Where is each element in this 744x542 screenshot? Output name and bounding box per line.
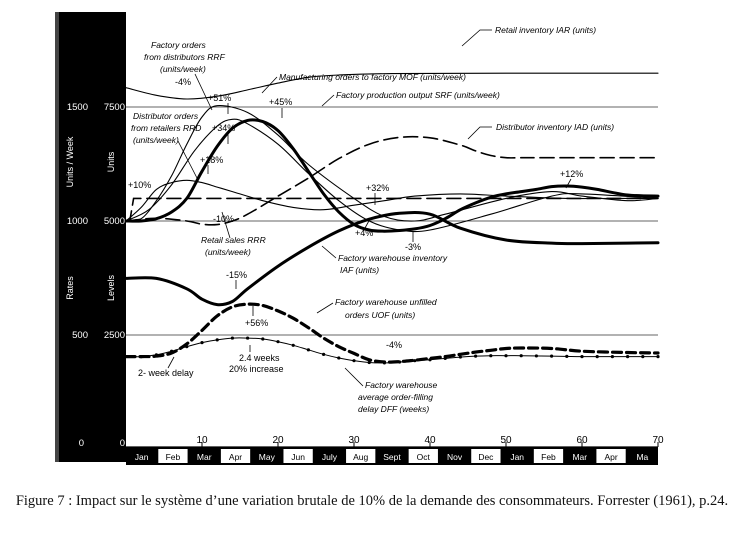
- leader-srf: [322, 95, 334, 106]
- annotation-iaf-minus15: -15%: [226, 270, 248, 280]
- annotation-iad-minus10: -10%: [213, 214, 235, 224]
- rates-tick-1000: 1000: [66, 216, 88, 227]
- label-rrf-1: Factory orders: [151, 40, 206, 50]
- series-iad-line: [126, 137, 658, 225]
- series-dff-point-6: [170, 350, 173, 353]
- annotation-uof-minus4: -4%: [386, 340, 403, 350]
- levels-tick-0: 0: [119, 438, 125, 449]
- week-tick-50: 50: [500, 435, 512, 446]
- series-dff-point-36: [398, 360, 401, 363]
- series-dff-point-44: [459, 355, 462, 358]
- month-label-0: Jan: [134, 452, 149, 462]
- levels-tick-5000: 5000: [103, 216, 125, 227]
- label-iad: Distributor inventory IAD (units): [496, 122, 615, 132]
- series-dff-point-32: [368, 361, 371, 364]
- series-dff-point-64: [611, 355, 614, 358]
- leader-mof: [262, 77, 277, 93]
- series-dff-point-18: [261, 337, 264, 340]
- annotation-rrd-plus18: +18%: [200, 155, 224, 165]
- annotation-dff-increase: 20% increase: [229, 364, 284, 374]
- month-label-7: Aug: [353, 452, 369, 462]
- figure-caption: Figure 7 : Impact sur le système d’une variation brutale de 10% de la demande des consommateurs. Forrester (1961), p.24.: [15, 493, 729, 509]
- levels-label: Levels: [106, 274, 116, 302]
- month-label-9: Oct: [416, 452, 430, 462]
- label-rrr-2: (units/week): [205, 247, 251, 257]
- series-dff-point-38: [413, 359, 416, 362]
- series-dff-point-8: [185, 345, 188, 348]
- month-label-10: Nov: [447, 452, 463, 462]
- label-rrd-3: (units/week): [133, 135, 179, 145]
- axis-band-edge: [55, 12, 59, 462]
- month-label-14: Mar: [572, 452, 588, 462]
- month-label-13: Feb: [541, 452, 556, 462]
- label-iar: Retail inventory IAR (units): [495, 25, 597, 35]
- label-iaf-2: IAF (units): [340, 265, 380, 275]
- annotation-iad-plus32: +32%: [366, 183, 390, 193]
- series-dff-point-62: [596, 355, 599, 358]
- leader-rrf: [195, 74, 212, 110]
- month-label-11: Dec: [478, 452, 494, 462]
- annotation-srf-plus12: +12%: [560, 169, 584, 179]
- annotation-iar-minus4: -4%: [175, 77, 192, 87]
- series-dff-point-16: [246, 336, 249, 339]
- label-srf: Factory production output SRF (units/week): [336, 90, 500, 100]
- month-label-4: May: [258, 452, 275, 462]
- annotation-srf-plus45: +45%: [269, 97, 293, 107]
- annotation-two-week-delay: 2- week delay: [138, 368, 194, 378]
- levels-tick-2500: 2500: [103, 330, 125, 341]
- label-rrd-2: from retailers RRD: [131, 123, 202, 133]
- leader-dff: [345, 368, 363, 386]
- series-dff-point-24: [307, 348, 310, 351]
- week-tick-10: 10: [196, 435, 208, 446]
- series-dff-point-26: [322, 353, 325, 356]
- rates-tick-1500: 1500: [66, 102, 88, 113]
- annotation-mof-plus34: +34%: [212, 123, 236, 133]
- month-label-2: Mar: [196, 452, 212, 462]
- series-dff-point-4: [155, 353, 158, 356]
- series-dff-point-40: [428, 358, 431, 361]
- week-tick-70: 70: [652, 435, 664, 446]
- levels-units-label: Units: [106, 151, 116, 173]
- series-dff-point-54: [535, 354, 538, 357]
- rates-tick-0: 0: [78, 438, 84, 449]
- series-rrr-line: [126, 198, 658, 221]
- label-rrr-1: Retail sales RRR: [201, 235, 266, 245]
- rates-units-label: Units / Week: [65, 136, 75, 188]
- series-dff-point-42: [444, 357, 447, 360]
- leader-uof: [317, 303, 333, 313]
- label-dff-1: Factory warehouse: [365, 380, 438, 390]
- annotation-rrf-plus51: +51%: [208, 93, 232, 103]
- month-labels: [127, 449, 657, 463]
- month-label-3: Apr: [228, 452, 243, 462]
- series-dff-point-34: [383, 361, 386, 364]
- month-label-8: Sept: [383, 452, 401, 462]
- week-ticks: [196, 435, 664, 447]
- series-dff-point-30: [352, 359, 355, 362]
- month-label-16: Ma: [636, 452, 649, 462]
- series-dff-point-28: [337, 356, 340, 359]
- leader-2-week-delay: [168, 357, 174, 368]
- annotation-uof-plus56: +56%: [245, 318, 269, 328]
- series-dff-point-70: [656, 355, 659, 358]
- month-label-12: Jan: [510, 452, 525, 462]
- series-dff-point-68: [641, 355, 644, 358]
- series-dff-point-66: [626, 355, 629, 358]
- series-dff-point-60: [580, 355, 583, 358]
- series-dff-point-48: [489, 354, 492, 357]
- series-dff-point-56: [550, 355, 553, 358]
- leader-iad: [468, 127, 492, 139]
- week-tick-20: 20: [272, 435, 284, 446]
- label-rrf-3: (units/week): [160, 64, 206, 74]
- label-rrf-2: from distributors RRF: [144, 52, 225, 62]
- annotation-iaf-plus4: +4%: [355, 228, 374, 238]
- leader-iaf: [322, 246, 336, 258]
- month-label-5: Jun: [291, 452, 305, 462]
- label-dff-2: average order-filling: [358, 392, 433, 402]
- series-dff-point-50: [504, 354, 507, 357]
- series-dff-point-2: [140, 355, 143, 358]
- month-label-6: July: [321, 452, 337, 462]
- month-label-1: Feb: [165, 452, 181, 462]
- axis-band: [55, 12, 126, 462]
- annotation-rrr-plus10: +10%: [128, 180, 152, 190]
- series-dff-point-22: [292, 344, 295, 347]
- leader-iar: [462, 30, 492, 46]
- series-dff-point-52: [520, 354, 523, 357]
- series-dff-point-12: [216, 338, 219, 341]
- week-tick-40: 40: [424, 435, 436, 446]
- leader-rrd: [178, 141, 198, 180]
- rates-tick-500: 500: [72, 330, 88, 341]
- week-tick-60: 60: [576, 435, 588, 446]
- series-dff-point-14: [231, 336, 234, 339]
- annotation-srf-minus3: -3%: [405, 242, 422, 252]
- label-uof-1: Factory warehouse unfilled: [335, 297, 437, 307]
- label-uof-2: orders UOF (units): [345, 310, 416, 320]
- label-dff-3: delay DFF (weeks): [358, 404, 430, 414]
- series-dff-point-46: [474, 355, 477, 358]
- series-dff-point-58: [565, 355, 568, 358]
- week-tick-30: 30: [348, 435, 360, 446]
- label-rrd-1: Distributor orders: [133, 111, 199, 121]
- label-mof: Manufacturing orders to factory MOF (units/week): [279, 72, 466, 82]
- series-dff-point-20: [276, 340, 279, 343]
- label-iaf-1: Factory warehouse inventory: [338, 253, 448, 263]
- series-group: [126, 73, 660, 364]
- annotation-dff-weeks: 2.4 weeks: [239, 353, 280, 363]
- rates-label: Rates: [65, 276, 75, 300]
- levels-tick-7500: 7500: [103, 102, 125, 113]
- month-label-15: Apr: [604, 452, 618, 462]
- series-dff-point-10: [200, 341, 203, 344]
